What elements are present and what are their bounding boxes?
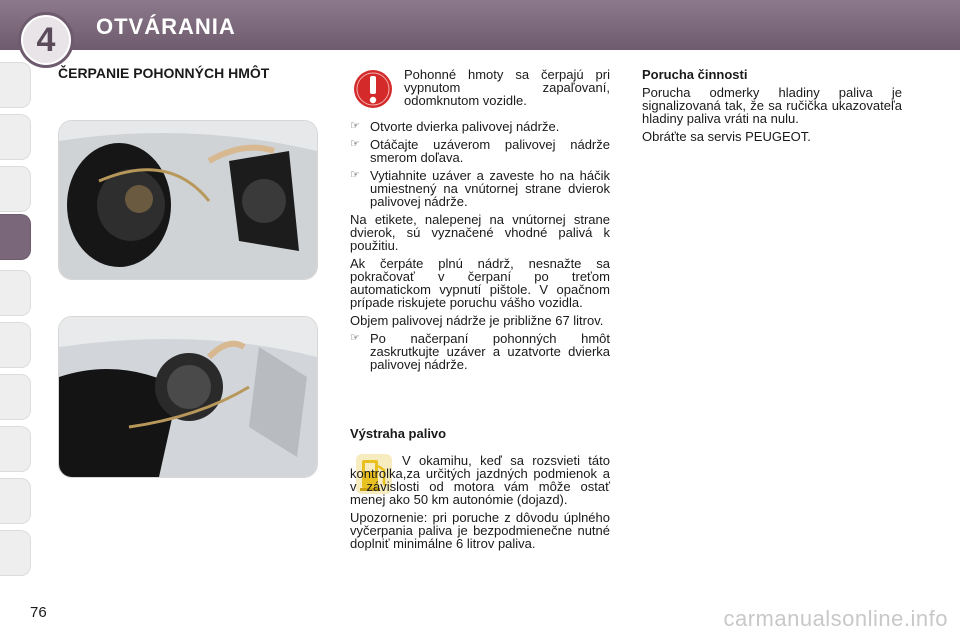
chapter-tab-8[interactable]: [0, 426, 31, 472]
fuel-warning-text: [350, 454, 610, 555]
fuel-cap-photo: [58, 316, 318, 478]
fuel-door-open-photo: [58, 120, 318, 280]
chapter-title: OTVÁRANIA: [96, 14, 236, 39]
chapter-tab-5[interactable]: [0, 270, 31, 316]
warning-note: Pohonné hmoty sa čerpajú pri vypnutom zapaľovaní, odomknutom vozidle.: [404, 67, 610, 108]
chapter-tab-9[interactable]: [0, 478, 31, 524]
chapter-tab-4[interactable]: [0, 214, 31, 260]
fuel-warning-section: [350, 427, 610, 445]
malfunction-paragraph: Porucha odmerky hladiny paliva je signalizovaná tak, že sa ručička ukazovateľa hladiny paliva vráti na nulu.: [642, 85, 902, 126]
step-text: Otáčajte uzáverom palivovej nádrže smerom doľava.: [370, 137, 610, 165]
fuel-warning-paragraph: V okamihu, keď sa rozsvieti táto kontrolka,za určitých jazdných podmienok a v závislosti od motora vám môže ostať menej ako 50 km autonómie (dojazd).: [350, 453, 610, 507]
chapter-tab-6[interactable]: [0, 322, 31, 368]
watermark: carmanualsonline.info: [723, 606, 948, 631]
hand-pointer-icon: ☞: [350, 332, 360, 344]
chapter-tab-3[interactable]: [0, 166, 31, 212]
service-paragraph: Obráťte sa servis PEUGEOT.: [642, 129, 811, 144]
fuel-warning-heading: Výstraha palivo: [350, 426, 447, 441]
chapter-tab-10[interactable]: [0, 530, 31, 576]
full-tank-paragraph: Ak čerpáte plnú nádrž, nesnažte sa pokračovať v čerpaní po treťom automatickom vypnutí pištole. V opačnom prípade riskujete poruchu vášho vozidla.: [350, 256, 610, 310]
hand-pointer-icon: ☞: [350, 120, 360, 132]
fuel-empty-paragraph: Upozornenie: pri poruche z dôvodu úplného vyčerpania paliva je bezpodmienečne nutné doplniť minimálne 6 litrov paliva.: [350, 510, 610, 551]
chapter-tab-2[interactable]: [0, 114, 31, 160]
steps-list-close: [350, 332, 610, 371]
exclamation-icon: [352, 68, 394, 110]
steps-list-open: [350, 120, 610, 208]
chapter-tab-1[interactable]: [0, 62, 31, 108]
tank-volume-paragraph: Objem palivovej nádrže je približne 67 litrov.: [350, 313, 604, 328]
step-text: Vytiahnite uzáver a zaveste ho na háčik umiestnený na vnútornej strane dvierok palivovej nádrže.: [370, 168, 610, 209]
chapter-number: 4: [36, 21, 56, 59]
chapter-header: [0, 0, 960, 59]
label-paragraph: Na etikete, nalepenej na vnútornej strane dvierok, sú vyznačené vhodné palivá k použitiu.: [350, 212, 610, 253]
step-item: [350, 169, 610, 208]
page-number: 76: [30, 604, 47, 621]
step-item: [350, 138, 610, 164]
step-text: Otvorte dvierka palivovej nádrže.: [370, 119, 560, 134]
chapter-tab-7[interactable]: [0, 374, 31, 420]
malfunction-heading: Porucha činnosti: [642, 67, 748, 82]
hand-pointer-icon: ☞: [350, 138, 360, 150]
right-column: [642, 68, 902, 148]
step-item: [350, 332, 610, 371]
chapter-tabs: [0, 62, 34, 582]
middle-column: [350, 120, 610, 376]
step-item: [350, 120, 610, 133]
step-text: Po načerpaní pohonných hmôt zaskrutkujte uzáver a uzatvorte dvierka palivovej nádrže.: [370, 331, 610, 372]
hand-pointer-icon: ☞: [350, 169, 360, 181]
section-title: ČERPANIE POHONNÝCH HMÔT: [58, 65, 270, 81]
